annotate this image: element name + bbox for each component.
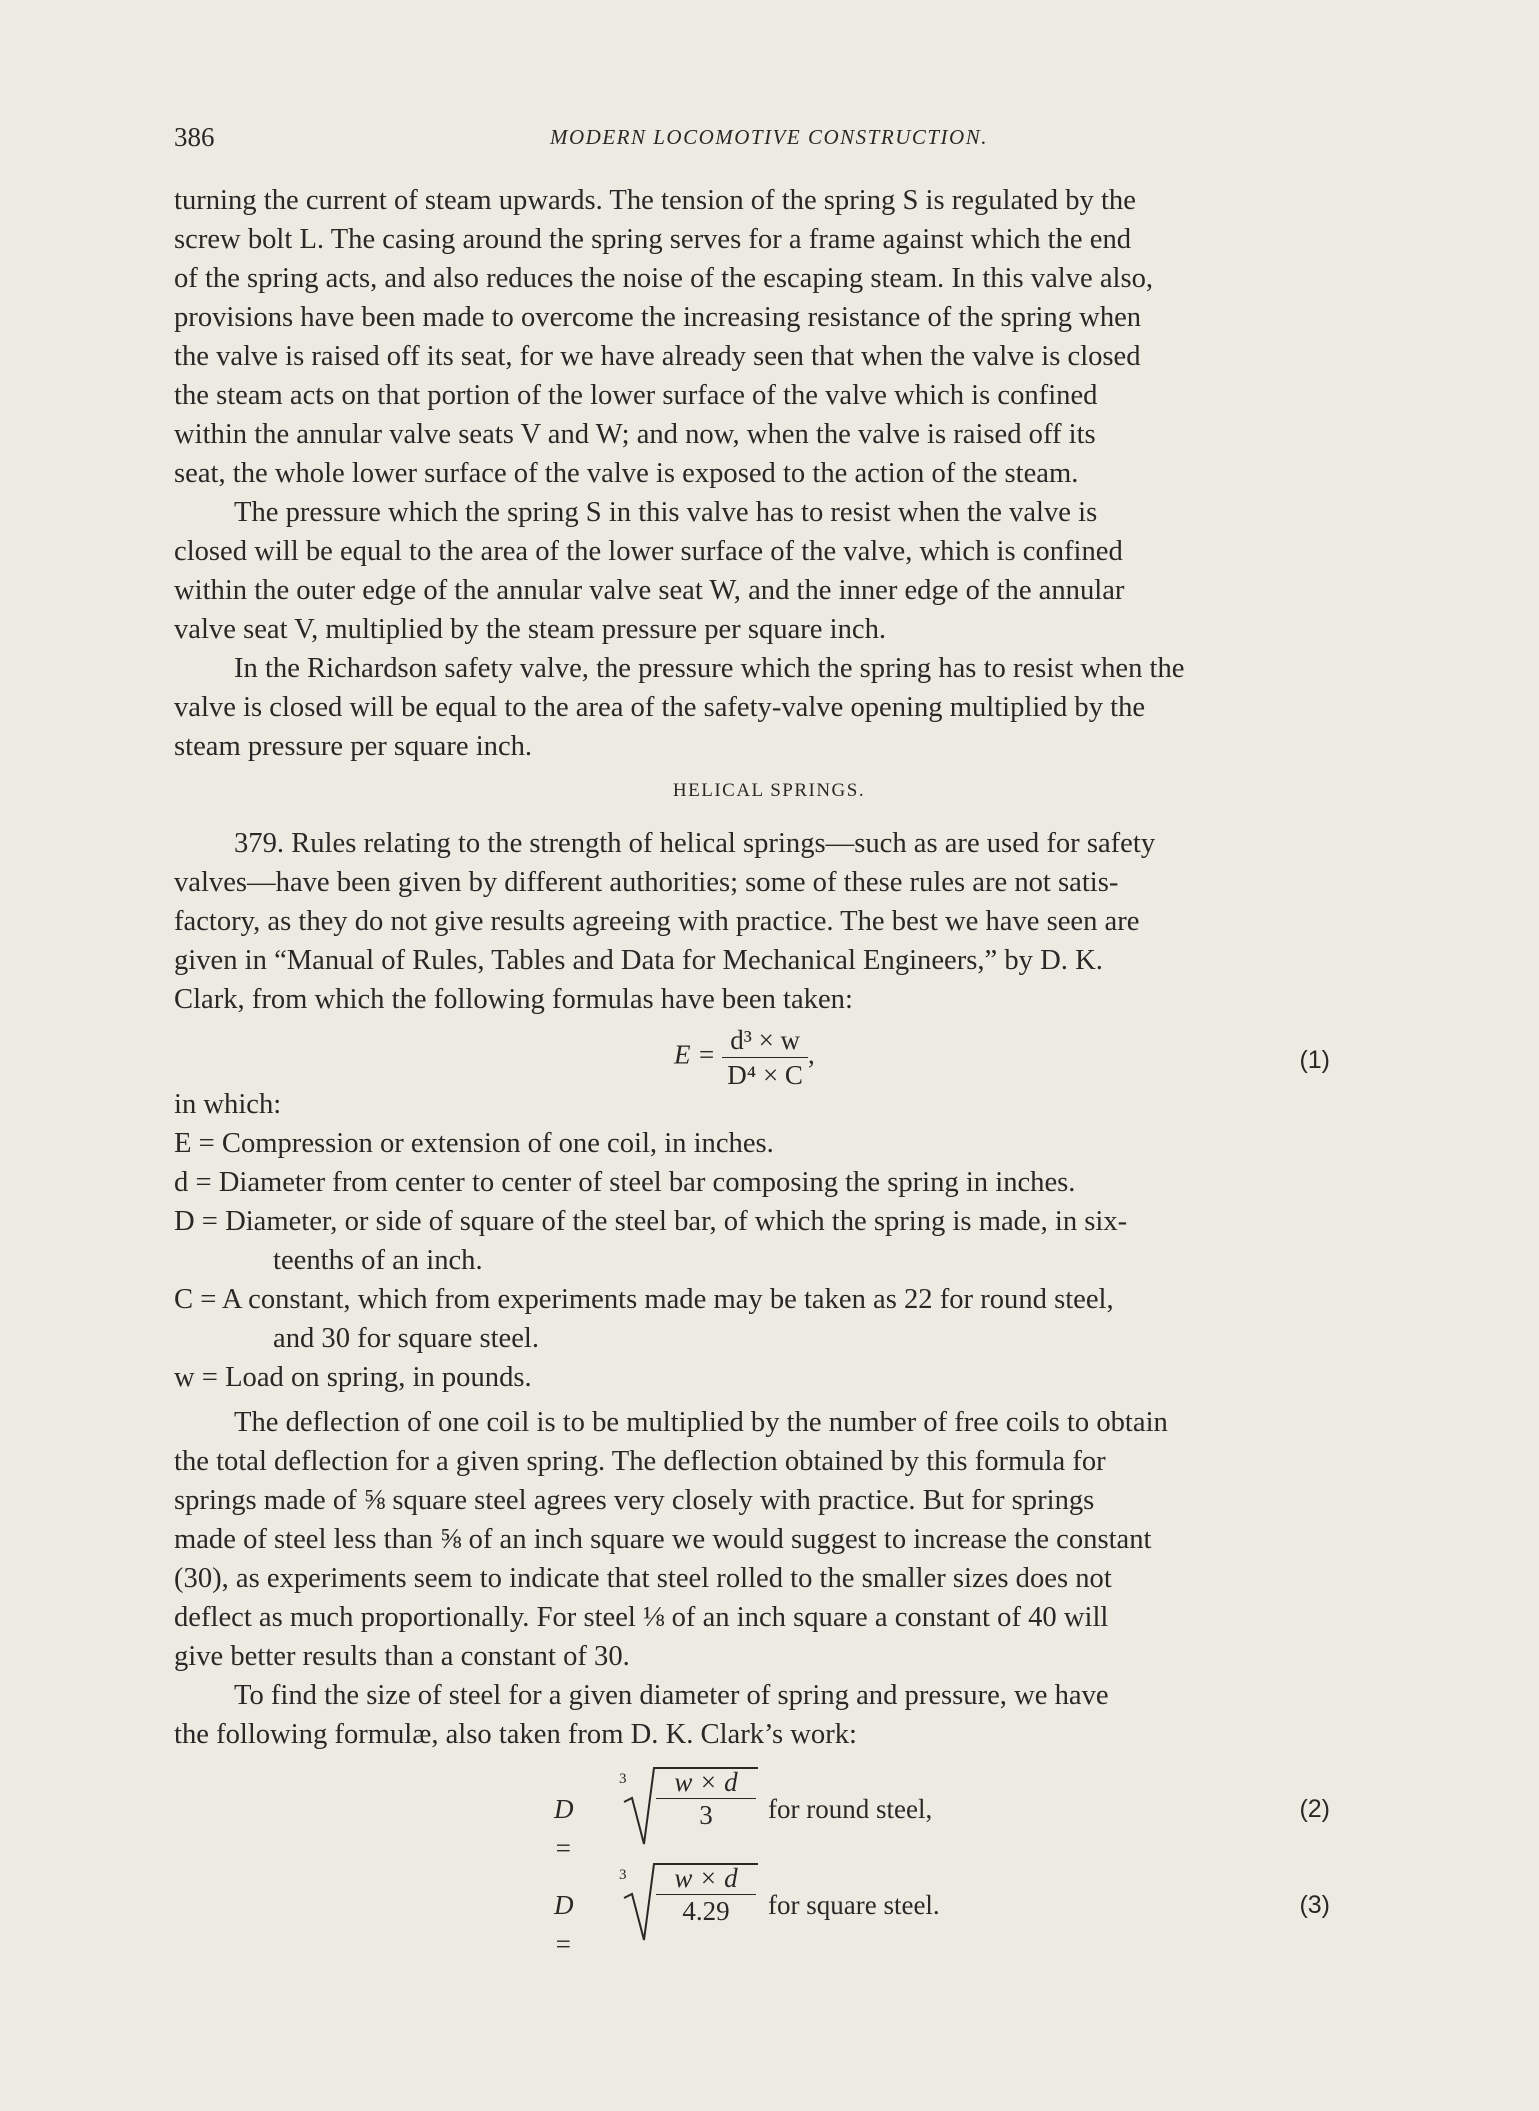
page-number: 386 — [174, 122, 215, 152]
text-line: deflect as much proportionally. For steel ⅛ of an inch square a constant of 40 will — [174, 1602, 1109, 1633]
paragraph-deflection — [174, 1403, 1364, 1676]
equation-number: (1) — [1299, 1046, 1330, 1074]
text-line: screw bolt L. The casing around the spring serves for a frame against which the end — [174, 224, 1132, 255]
definition-line: D = Diameter, or side of square of the steel bar, of which the spring is made, in six- — [174, 1206, 1128, 1237]
running-title: MODERN LOCOMOTIVE CONSTRUCTION. — [550, 125, 988, 149]
definition-line: d = Diameter from center to center of steel bar composing the spring in inches. — [174, 1167, 1076, 1198]
fraction-denominator: 4.29 — [682, 1896, 730, 1926]
text-line: To find the size of steel for a given diameter of spring and pressure, we have — [234, 1680, 1109, 1711]
equation-fraction — [722, 1023, 808, 1092]
text-line: turning the current of steam upwards. The tension of the spring S is regulated by the — [174, 185, 1136, 216]
definition-item — [174, 1358, 1364, 1397]
text-line: (30), as experiments seem to indicate that steel rolled to the smaller sizes does not — [174, 1563, 1112, 1594]
text-line: factory, as they do not give results agreeing with practice. The best we have seen are — [174, 906, 1140, 937]
text-line: steam pressure per square inch. — [174, 731, 533, 762]
text-line: springs made of ⅝ square steel agrees very closely with practice. But for springs — [174, 1485, 1095, 1516]
fraction-numerator: w × d — [656, 1766, 756, 1799]
equation-lhs: E = — [674, 1039, 716, 1070]
text-line: the valve is raised off its seat, for we have already seen that when the valve is closed — [174, 341, 1141, 372]
definition-item — [174, 1163, 1364, 1202]
text-line: In the Richardson safety valve, the pressure which the spring has to resist when the — [234, 653, 1185, 684]
page-body — [174, 181, 1364, 1959]
equation-2 — [174, 1760, 1364, 1863]
definition-line: w = Load on spring, in pounds. — [174, 1362, 532, 1393]
text-line: given in “Manual of Rules, Tables and Data for Mechanical Engineers,” by D. K. — [174, 945, 1103, 976]
text-line: 379. Rules relating to the strength of helical springs—such as are used for safety — [234, 828, 1156, 859]
paragraph-helical-rules — [174, 824, 1364, 1019]
radical-index: 3 — [619, 1867, 627, 1883]
text-line: The pressure which the spring S in this valve has to resist when the valve is — [234, 497, 1098, 528]
text-line: Clark, from which the following formulas have been taken: — [174, 984, 853, 1015]
definitions-list — [174, 1124, 1364, 1397]
text-line: valve is closed will be equal to the area of the safety-valve opening multiplied by the — [174, 692, 1146, 723]
definition-line: E = Compression or extension of one coil, in inches. — [174, 1128, 774, 1159]
paragraph-spring-pressure — [174, 493, 1364, 649]
text-line: within the annular valve seats V and W; and now, when the valve is raised off its — [174, 419, 1096, 450]
paragraph-richardson-valve — [174, 649, 1364, 766]
equation-note: for square steel. — [768, 1890, 940, 1920]
equation-trail: , — [808, 1039, 815, 1070]
page-header — [174, 122, 1364, 156]
text-line: the steam acts on that portion of the lower surface of the valve which is confined — [174, 380, 1098, 411]
equation-fraction — [656, 1766, 756, 1831]
text-line: of the spring acts, and also reduces the noise of the escaping steam. In this valve also, — [174, 263, 1154, 294]
definition-line: teenths of an inch. — [273, 1245, 483, 1276]
fraction-denominator: D⁴ × C — [727, 1060, 803, 1090]
equation-1 — [174, 1023, 1364, 1097]
radical-index: 3 — [619, 1771, 627, 1787]
equation-1-formula — [674, 1023, 815, 1092]
equation-number: (3) — [1299, 1891, 1330, 1919]
in-which-label: in which: — [174, 1089, 282, 1120]
definition-item — [174, 1124, 1364, 1163]
equation-fraction — [656, 1862, 756, 1927]
text-line: valves—have been given by different authorities; some of these rules are not satis- — [174, 867, 1119, 898]
fraction-denominator: 3 — [699, 1800, 713, 1830]
definition-line: C = A constant, which from experiments made may be taken as 22 for round steel, — [174, 1284, 1114, 1315]
text-line: The deflection of one coil is to be multiplied by the number of free coils to obtain — [234, 1407, 1168, 1438]
equation-3 — [174, 1856, 1364, 1959]
equation-lhs: D = — [554, 1890, 574, 1959]
text-line: give better results than a constant of 30. — [174, 1641, 630, 1672]
text-line: the following formulæ, also taken from D. K. Clark’s work: — [174, 1719, 857, 1750]
equation-number: (2) — [1299, 1795, 1330, 1823]
fraction-numerator: d³ × w — [722, 1023, 808, 1058]
text-line: seat, the whole lower surface of the valve is exposed to the action of the steam. — [174, 458, 1079, 489]
text-line: the total deflection for a given spring. The deflection obtained by this formula for — [174, 1446, 1106, 1477]
text-line: provisions have been made to overcome the increasing resistance of the spring when — [174, 302, 1142, 333]
paragraph-valve-casing — [174, 181, 1364, 493]
paragraph-steel-size — [174, 1676, 1364, 1754]
definition-item — [174, 1202, 1364, 1280]
text-line: valve seat V, multiplied by the steam pressure per square inch. — [174, 614, 887, 645]
section-heading: HELICAL SPRINGS. — [672, 780, 866, 801]
text-line: made of steel less than ⅝ of an inch square we would suggest to increase the constant — [174, 1524, 1152, 1555]
text-line: within the outer edge of the annular valve seat W, and the inner edge of the annular — [174, 575, 1125, 606]
definition-line: and 30 for square steel. — [273, 1323, 539, 1354]
text-line: closed will be equal to the area of the lower surface of the valve, which is confined — [174, 536, 1123, 567]
equation-note: for round steel, — [768, 1794, 933, 1824]
definition-item — [174, 1280, 1364, 1358]
equation-lhs: D = — [554, 1794, 574, 1863]
fraction-numerator: w × d — [656, 1862, 756, 1895]
